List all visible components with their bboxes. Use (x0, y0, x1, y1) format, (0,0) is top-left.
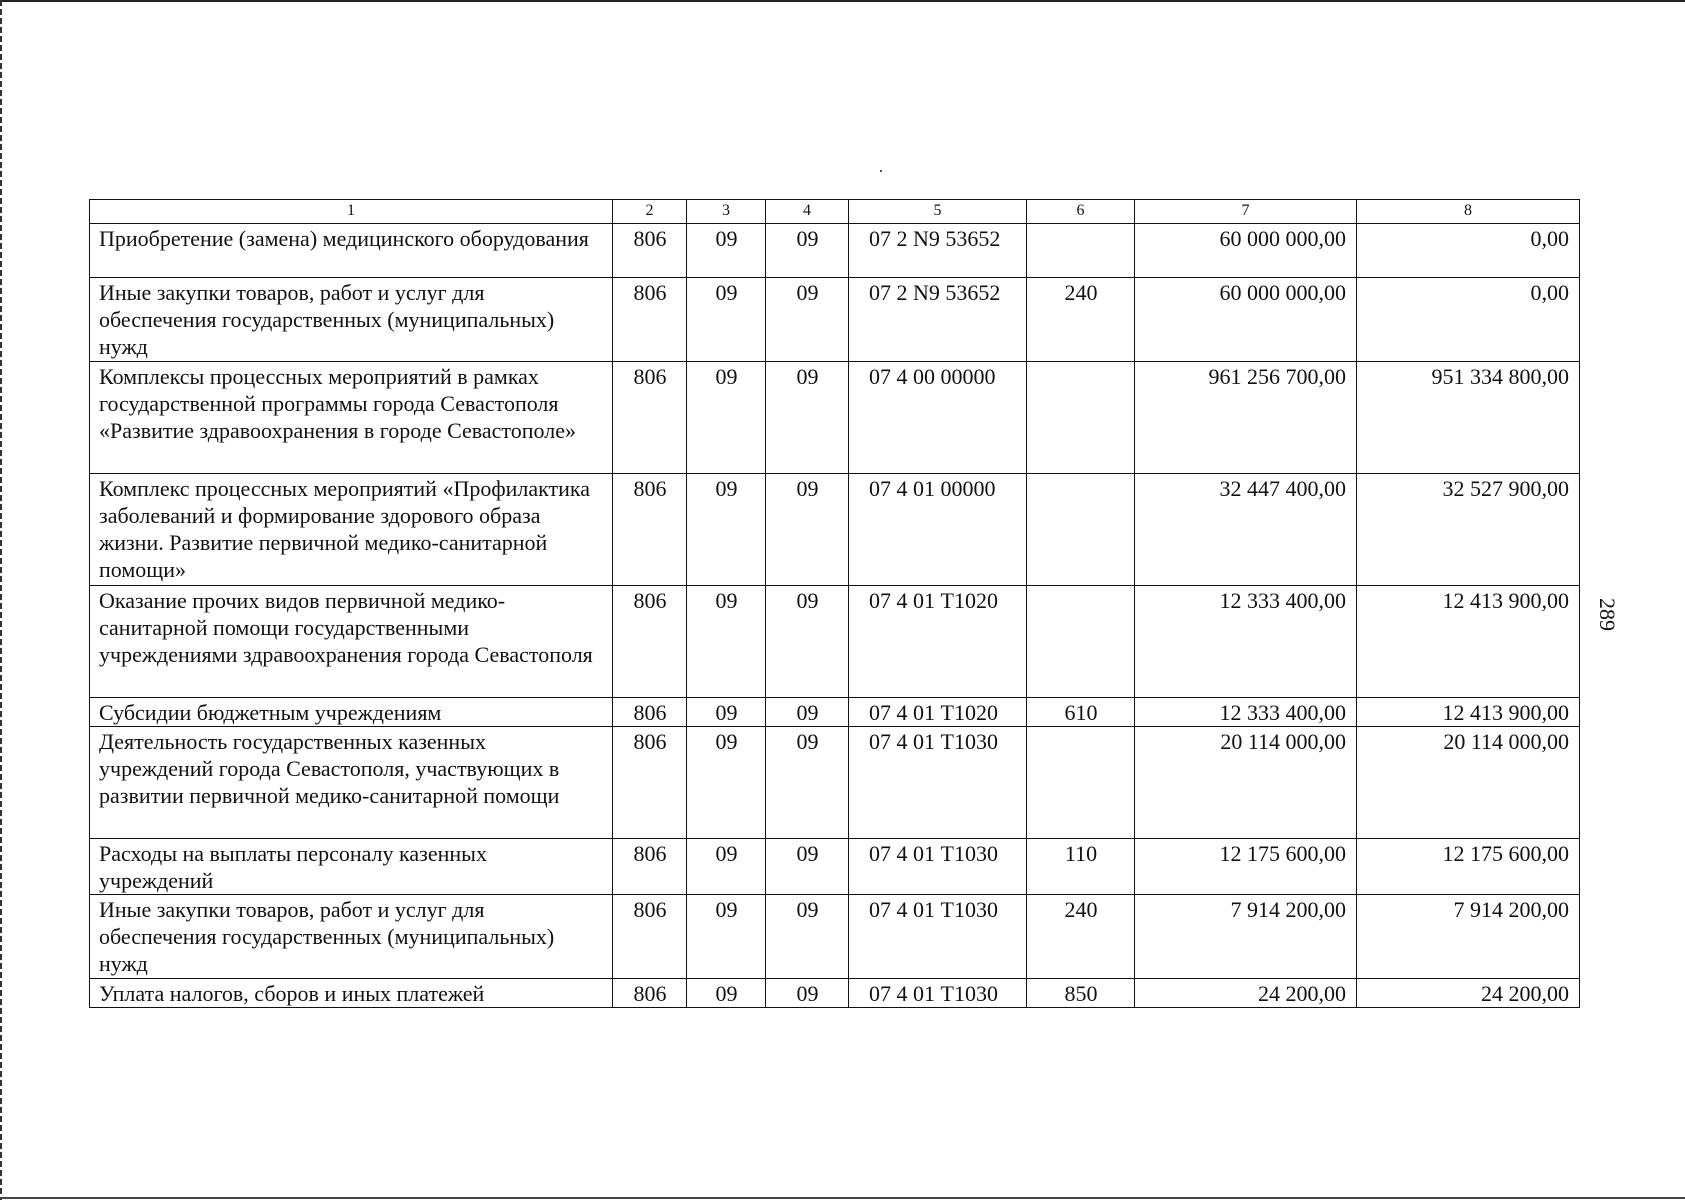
row-name: Расходы на выплаты персоналу казенных учреждений (90, 839, 613, 895)
cell-col3: 09 (687, 278, 766, 362)
cell-col4: 09 (766, 586, 849, 698)
cell-col7: 20 114 000,00 (1135, 727, 1357, 839)
scan-left-edge (0, 0, 2, 1200)
cell-col7: 32 447 400,00 (1135, 474, 1357, 586)
cell-col5: 07 2 N9 53652 (849, 278, 1027, 362)
cell-col7: 12 175 600,00 (1135, 839, 1357, 895)
header-row (90, 200, 1580, 224)
cell-col7: 7 914 200,00 (1135, 895, 1357, 979)
cell-col3: 09 (687, 474, 766, 586)
cell-col3: 09 (687, 362, 766, 474)
cell-col7: 12 333 400,00 (1135, 698, 1357, 727)
cell-col2: 806 (613, 586, 687, 698)
cell-col5: 07 4 01 00000 (849, 474, 1027, 586)
cell-col8: 12 413 900,00 (1357, 586, 1580, 698)
cell-col8: 7 914 200,00 (1357, 895, 1580, 979)
scan-speck (880, 170, 882, 172)
cell-col6 (1027, 586, 1135, 698)
cell-col6 (1027, 727, 1135, 839)
cell-col7: 60 000 000,00 (1135, 278, 1357, 362)
row-name: Иные закупки товаров, работ и услуг для обеспечения государственных (муниципальных) нужд (90, 278, 613, 362)
cell-col5: 07 4 00 00000 (849, 362, 1027, 474)
cell-col2: 806 (613, 362, 687, 474)
cell-col2: 806 (613, 698, 687, 727)
cell-col4: 09 (766, 895, 849, 979)
cell-col5: 07 4 01 Т1030 (849, 979, 1027, 1008)
scan-bottom-edge (0, 1197, 1685, 1199)
cell-col5: 07 4 01 Т1020 (849, 586, 1027, 698)
table-row (90, 698, 1580, 727)
cell-col8: 24 200,00 (1357, 979, 1580, 1008)
cell-col2: 806 (613, 979, 687, 1008)
header-cell: 3 (687, 200, 766, 224)
cell-col4: 09 (766, 727, 849, 839)
cell-col8: 0,00 (1357, 278, 1580, 362)
cell-col4: 09 (766, 979, 849, 1008)
row-name: Иные закупки товаров, работ и услуг для обеспечения государственных (муниципальных) нужд (90, 895, 613, 979)
table-row (90, 474, 1580, 586)
table-row (90, 839, 1580, 895)
cell-col3: 09 (687, 727, 766, 839)
cell-col2: 806 (613, 224, 687, 278)
cell-col8: 12 175 600,00 (1357, 839, 1580, 895)
cell-col5: 07 4 01 Т1030 (849, 727, 1027, 839)
row-name: Комплекс процессных мероприятий «Профилактика заболеваний и формирование здорового образа жизни. Развитие первичной медико-санитарной помощи» (90, 474, 613, 586)
cell-col5: 07 4 01 Т1020 (849, 698, 1027, 727)
table-row (90, 895, 1580, 979)
row-name: Уплата налогов, сборов и иных платежей (90, 979, 613, 1008)
cell-col7: 24 200,00 (1135, 979, 1357, 1008)
cell-col2: 806 (613, 895, 687, 979)
cell-col6: 610 (1027, 698, 1135, 727)
scan-top-edge (0, 0, 1685, 2)
budget-table (89, 199, 1580, 1008)
cell-col6 (1027, 362, 1135, 474)
row-name: Комплексы процессных мероприятий в рамках государственной программы города Севастополя «Развитие здравоохранения в городе Севастополе» (90, 362, 613, 474)
row-name: Приобретение (замена) медицинского оборудования (90, 224, 613, 278)
cell-col8: 951 334 800,00 (1357, 362, 1580, 474)
header-cell: 7 (1135, 200, 1357, 224)
cell-col2: 806 (613, 727, 687, 839)
cell-col3: 09 (687, 224, 766, 278)
header-cell: 4 (766, 200, 849, 224)
row-name: Деятельность государственных казенных учреждений города Севастополя, участвующих в развитии первичной медико-санитарной помощи (90, 727, 613, 839)
table-row (90, 586, 1580, 698)
table-row (90, 979, 1580, 1008)
cell-col3: 09 (687, 839, 766, 895)
row-name: Субсидии бюджетным учреждениям (90, 698, 613, 727)
header-cell: 6 (1027, 200, 1135, 224)
cell-col6 (1027, 474, 1135, 586)
cell-col4: 09 (766, 362, 849, 474)
cell-col8: 32 527 900,00 (1357, 474, 1580, 586)
cell-col3: 09 (687, 698, 766, 727)
cell-col3: 09 (687, 586, 766, 698)
table-row (90, 278, 1580, 362)
cell-col4: 09 (766, 839, 849, 895)
cell-col6: 110 (1027, 839, 1135, 895)
cell-col2: 806 (613, 839, 687, 895)
cell-col7: 12 333 400,00 (1135, 586, 1357, 698)
cell-col3: 09 (687, 979, 766, 1008)
cell-col6 (1027, 224, 1135, 278)
cell-col5: 07 4 01 Т1030 (849, 895, 1027, 979)
table-row (90, 224, 1580, 278)
cell-col4: 09 (766, 278, 849, 362)
row-name: Оказание прочих видов первичной медико-санитарной помощи государственными учреждениями здравоохранения города Севастополя (90, 586, 613, 698)
header-cell: 5 (849, 200, 1027, 224)
header-cell: 1 (90, 200, 613, 224)
cell-col8: 0,00 (1357, 224, 1580, 278)
cell-col4: 09 (766, 474, 849, 586)
table-row (90, 362, 1580, 474)
cell-col7: 60 000 000,00 (1135, 224, 1357, 278)
header-cell: 2 (613, 200, 687, 224)
cell-col4: 09 (766, 698, 849, 727)
cell-col2: 806 (613, 474, 687, 586)
cell-col6: 850 (1027, 979, 1135, 1008)
page-number: 289 (1595, 598, 1620, 631)
cell-col6: 240 (1027, 278, 1135, 362)
cell-col5: 07 2 N9 53652 (849, 224, 1027, 278)
header-cell: 8 (1357, 200, 1580, 224)
cell-col8: 20 114 000,00 (1357, 727, 1580, 839)
table-row (90, 727, 1580, 839)
cell-col7: 961 256 700,00 (1135, 362, 1357, 474)
cell-col3: 09 (687, 895, 766, 979)
cell-col8: 12 413 900,00 (1357, 698, 1580, 727)
cell-col6: 240 (1027, 895, 1135, 979)
cell-col5: 07 4 01 Т1030 (849, 839, 1027, 895)
cell-col2: 806 (613, 278, 687, 362)
cell-col4: 09 (766, 224, 849, 278)
